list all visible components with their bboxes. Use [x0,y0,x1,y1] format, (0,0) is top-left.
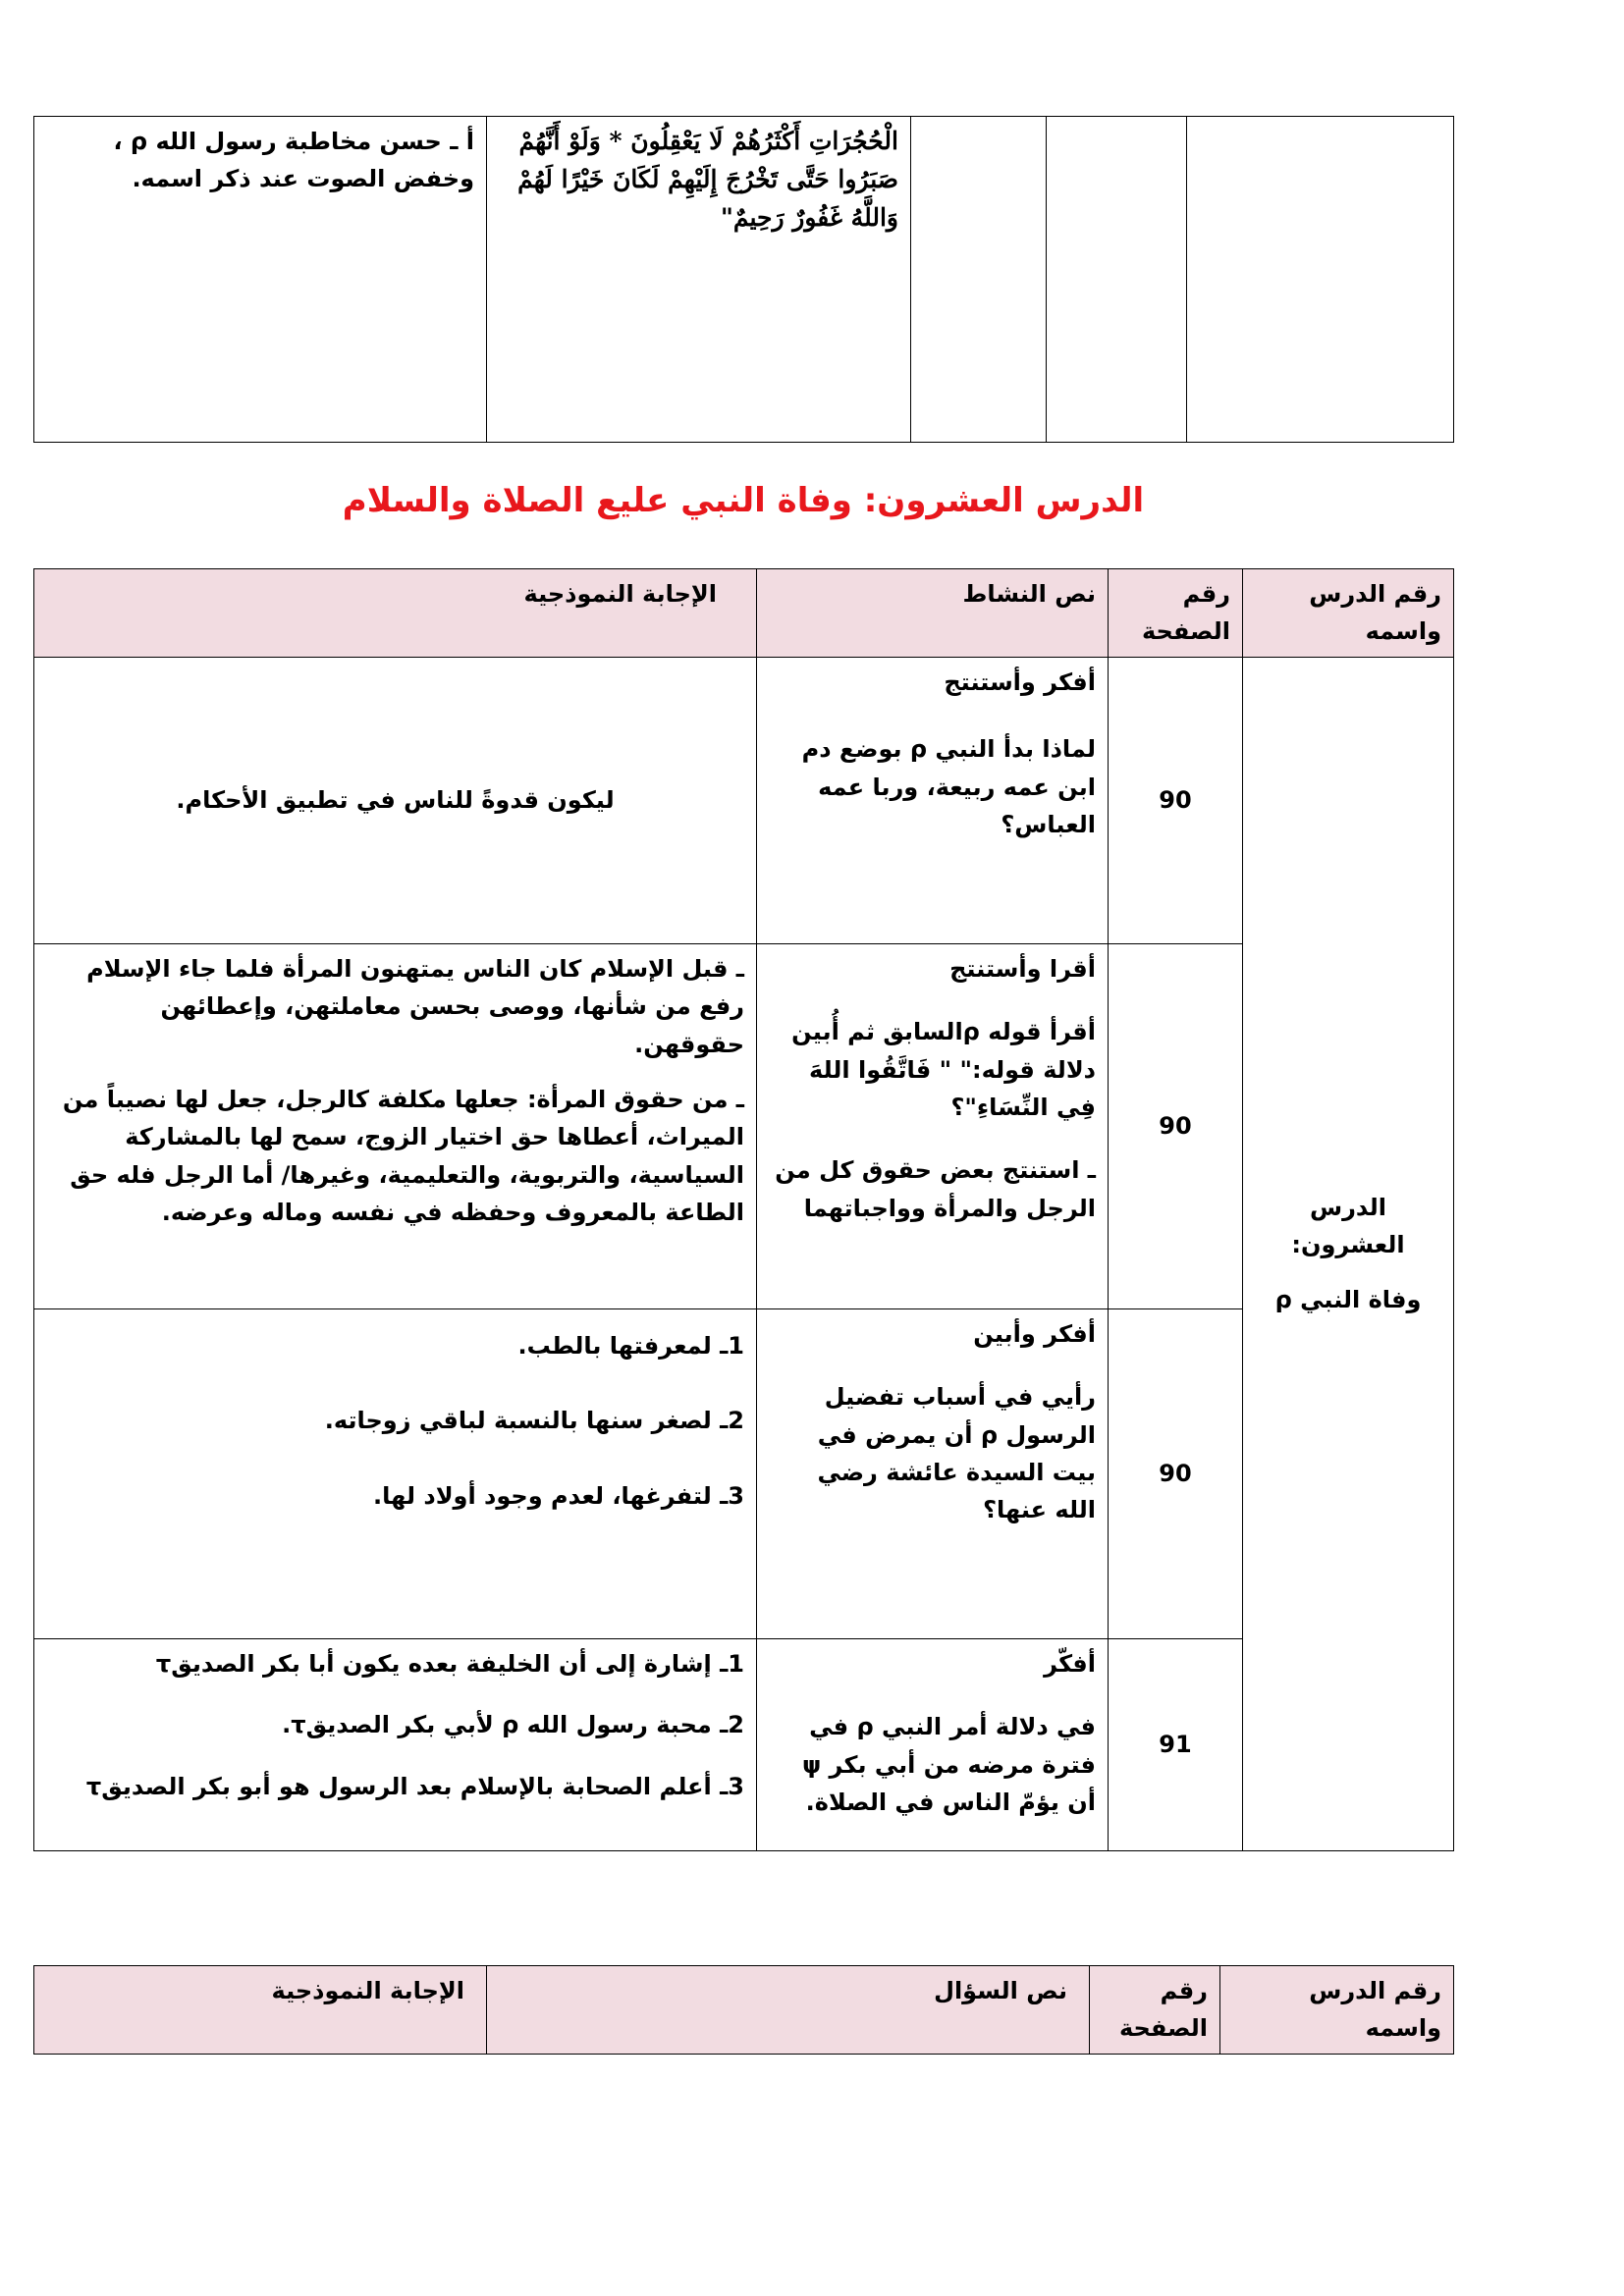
header-answer: الإجابة النموذجية [34,569,757,658]
activity-cell [757,1308,1109,1638]
answer-text: ـ قبل الإسلام كان الناس يمتهنون المرأة فلما جاء الإسلام رفع من شأنها، ووصى بحسن معاملتهن، وإعطائهن حقوقهن. [86,954,744,1058]
activity-text: رأيي في أسباب تفضيل الرسول ρ أن يمرض في بيت السيدة عائشة رضي الله عنها؟ [817,1383,1096,1524]
answer-text-2: ـ من حقوق المرأة: جعلها مكلفة كالرجل، جعل لها نصيباً من الميراث، أعطاها حق اختيار الزوج، سمح لها بالمشاركة السياسية، والتربوية، والتعليمية، وغيرها/ أما الرجل فله حق الطاعة بالمعروف وحفظه في نفسه وماله وعرضه. [62,1085,744,1227]
answer-cell [34,117,487,443]
activity-cell [757,657,1109,943]
table-row [34,1638,1454,1850]
table-header-row [34,1966,1454,2055]
answer-item: 2ـ محبة رسول الله ρ لأبي بكر الصديقτ. [282,1711,744,1739]
lesson-number: العشرون: [1291,1231,1405,1259]
activity-text: في دلالة أمر النبي ρ في فترة مرضه من أبي بكر ψ أن يؤمّ الناس في الصلاة. [802,1713,1096,1816]
page-number: 91 [1109,1638,1243,1850]
answer-item: 1ـ لمعرفتها بالطب. [517,1331,744,1360]
header-lesson: رقم الدرس واسمه [1220,1966,1454,2055]
header-lesson: رقم الدرس واسمه [1243,569,1454,658]
header-activity: نص النشاط [757,569,1109,658]
lesson-name: وفاة النبي ρ [1274,1286,1422,1314]
table-row [34,943,1454,1308]
activity-title: أفكّر [1044,1649,1096,1678]
table-row [34,117,1454,443]
activity-title: أفكر وأستنتج [944,667,1096,696]
answer-item: 3ـ لتفرغها، لعدم وجود أولاد لها. [373,1481,744,1510]
previous-lesson-table [33,116,1454,443]
lesson-table [33,568,1454,1851]
header-question: نص السؤال [487,1966,1090,2055]
activity-cell [757,943,1109,1308]
activity-text: لماذا بدأ النبي ρ بوضع دم ابن عمه ربيعة، وربا عمه العباس؟ [801,735,1096,838]
quran-verse: الْحُجُرَاتِ أَكْثَرُهُمْ لَا يَعْقِلُونَ * وَلَوْ أَنَّهُمْ صَبَرُوا حَتَّى تَخْرُجَ إِلَيْهِمْ لَكَانَ خَيْرًا لَهُمْ وَاللَّهُ غَفُورٌ رَحِيمٌ" [517,127,898,232]
page-number: 90 [1109,657,1243,943]
activity-text-2: ـ استنتج بعض حقوق كل من الرجل والمرأة وواجباتهما [775,1156,1096,1222]
page-cell-2 [911,117,1047,443]
activity-title: أقرا وأستنتج [949,954,1096,983]
lesson-label: الدرس [1309,1193,1387,1221]
answer-cell [34,1638,757,1850]
answer-item: 2ـ لصغر سنها بالنسبة لباقي زوجاته. [324,1407,744,1435]
lesson-name-cell [1243,657,1454,1850]
lesson-cell [1187,117,1454,443]
answer-item: 1ـ إشارة إلى أن الخليفة بعده يكون أبا بكر الصديقτ [155,1649,744,1678]
answer-text: أ ـ حسن مخاطبة رسول الله ρ ، وخفض الصوت عند ذكر اسمه. [113,128,474,193]
page-number: 90 [1109,1308,1243,1638]
activity-title: أفكر وأبين [973,1319,1096,1348]
answer-cell [34,657,757,943]
lesson-title: الدرس العشرون: وفاة النبي عليع الصلاة والسلام [342,481,1145,520]
table-row [34,657,1454,943]
activity-cell [757,1638,1109,1850]
activity-cell [487,117,911,443]
answer-cell [34,1308,757,1638]
table-row [34,1308,1454,1638]
page-cell [1047,117,1187,443]
answer-item: 3ـ أعلم الصحابة بالإسلام بعد الرسول هو أبو بكر الصديقτ [85,1772,744,1800]
next-lesson-table [33,1965,1454,2055]
answer-cell [34,943,757,1308]
header-answer: الإجابة النموذجية [34,1966,487,2055]
table-header-row [34,569,1454,658]
header-page: رقم الصفحة [1109,569,1243,658]
page-number: 90 [1109,943,1243,1308]
activity-text: أقرأ قوله ρالسابق ثم أُبين دلالة قوله:" " فَاتَّقُوا اللهَ فِي النِّسَاءِ"؟ [791,1018,1096,1121]
answer-text: ليكون قدوةً للناس في تطبيق الأحكام. [176,786,615,815]
header-page: رقم الصفحة [1090,1966,1220,2055]
